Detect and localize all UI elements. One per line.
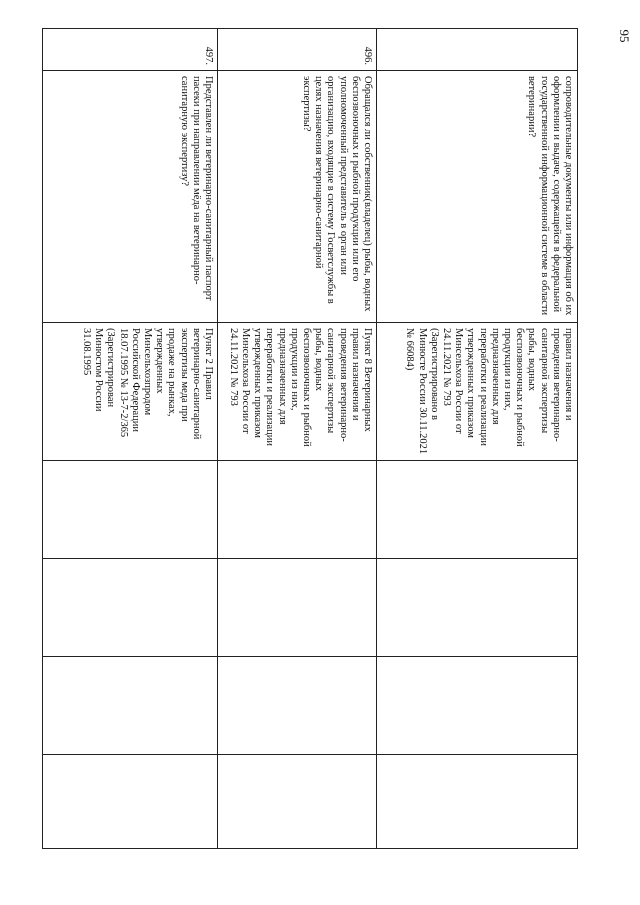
row-number bbox=[377, 29, 578, 71]
not-applicable-cell[interactable] bbox=[218, 657, 377, 755]
answer-no-cell[interactable] bbox=[218, 559, 377, 657]
legal-basis-text: Пункт 2 Правил ветеринарно-санитарной экспертизы меда при продаже на рынках, утвержденных Минсельхозпродом Российской Федерации 18.07.1995 № 13-7-2/365 (Зарегистрирован Минюстом России 31.08.1995 bbox=[43, 323, 218, 461]
note-cell[interactable] bbox=[43, 755, 218, 849]
answer-yes-cell[interactable] bbox=[43, 461, 218, 559]
table-row bbox=[43, 29, 218, 849]
question-text: Обращался ли собственник(владелец) рыбы, водных беспозвоночных и рыбной продукции или его уполномоченный представитель в орган или организацию, входящие в систему Госветслужбы в целях назначения ветеринарно-санитарной экспертизы? bbox=[218, 71, 377, 323]
checklist-table bbox=[43, 28, 578, 848]
answer-no-cell[interactable] bbox=[43, 559, 218, 657]
table-row bbox=[218, 29, 377, 849]
answer-yes-cell[interactable] bbox=[218, 461, 377, 559]
not-applicable-cell[interactable] bbox=[377, 657, 578, 755]
row-number: 496. bbox=[218, 29, 377, 71]
answer-no-cell[interactable] bbox=[377, 559, 578, 657]
not-applicable-cell[interactable] bbox=[43, 657, 218, 755]
table-row bbox=[377, 29, 578, 849]
page-number: 95 bbox=[617, 29, 632, 43]
legal-basis-text: правил назначения и проведения ветеринарно-санитарной экспертизы рыбы, водных беспозвоночных и рыбной продукции из них, предназначенных для переработки и реализации утвержденных приказом Минсельхоза России от 24.11.2021 № 793 (Зарегистрировано в Минюсте России 30.11.2021 № 66084) bbox=[377, 323, 578, 461]
row-number: 497. bbox=[43, 29, 218, 71]
legal-basis-text: Пункт 8 Ветеринарных правил назначения и проведения ветеринарно-санитарной экспертизы рыбы, водных беспозвоночных и рыбной продукции из них, предназначенных для переработки и реализации утвержденных приказом Минсельхоза России от 24.11.2021 № 793 bbox=[218, 323, 377, 461]
question-text: Представлен ли ветеринарно-санитарный паспорт пасеки при направлении мёда на ветеринарно-санитарную экспертизу? bbox=[43, 71, 218, 323]
question-text: сопроводительные документы или информация об их оформлении и выдаче, содержащейся в федеральной государственной информационной системе в области ветеринарии? bbox=[377, 71, 578, 323]
note-cell[interactable] bbox=[218, 755, 377, 849]
note-cell[interactable] bbox=[377, 755, 578, 849]
answer-yes-cell[interactable] bbox=[377, 461, 578, 559]
